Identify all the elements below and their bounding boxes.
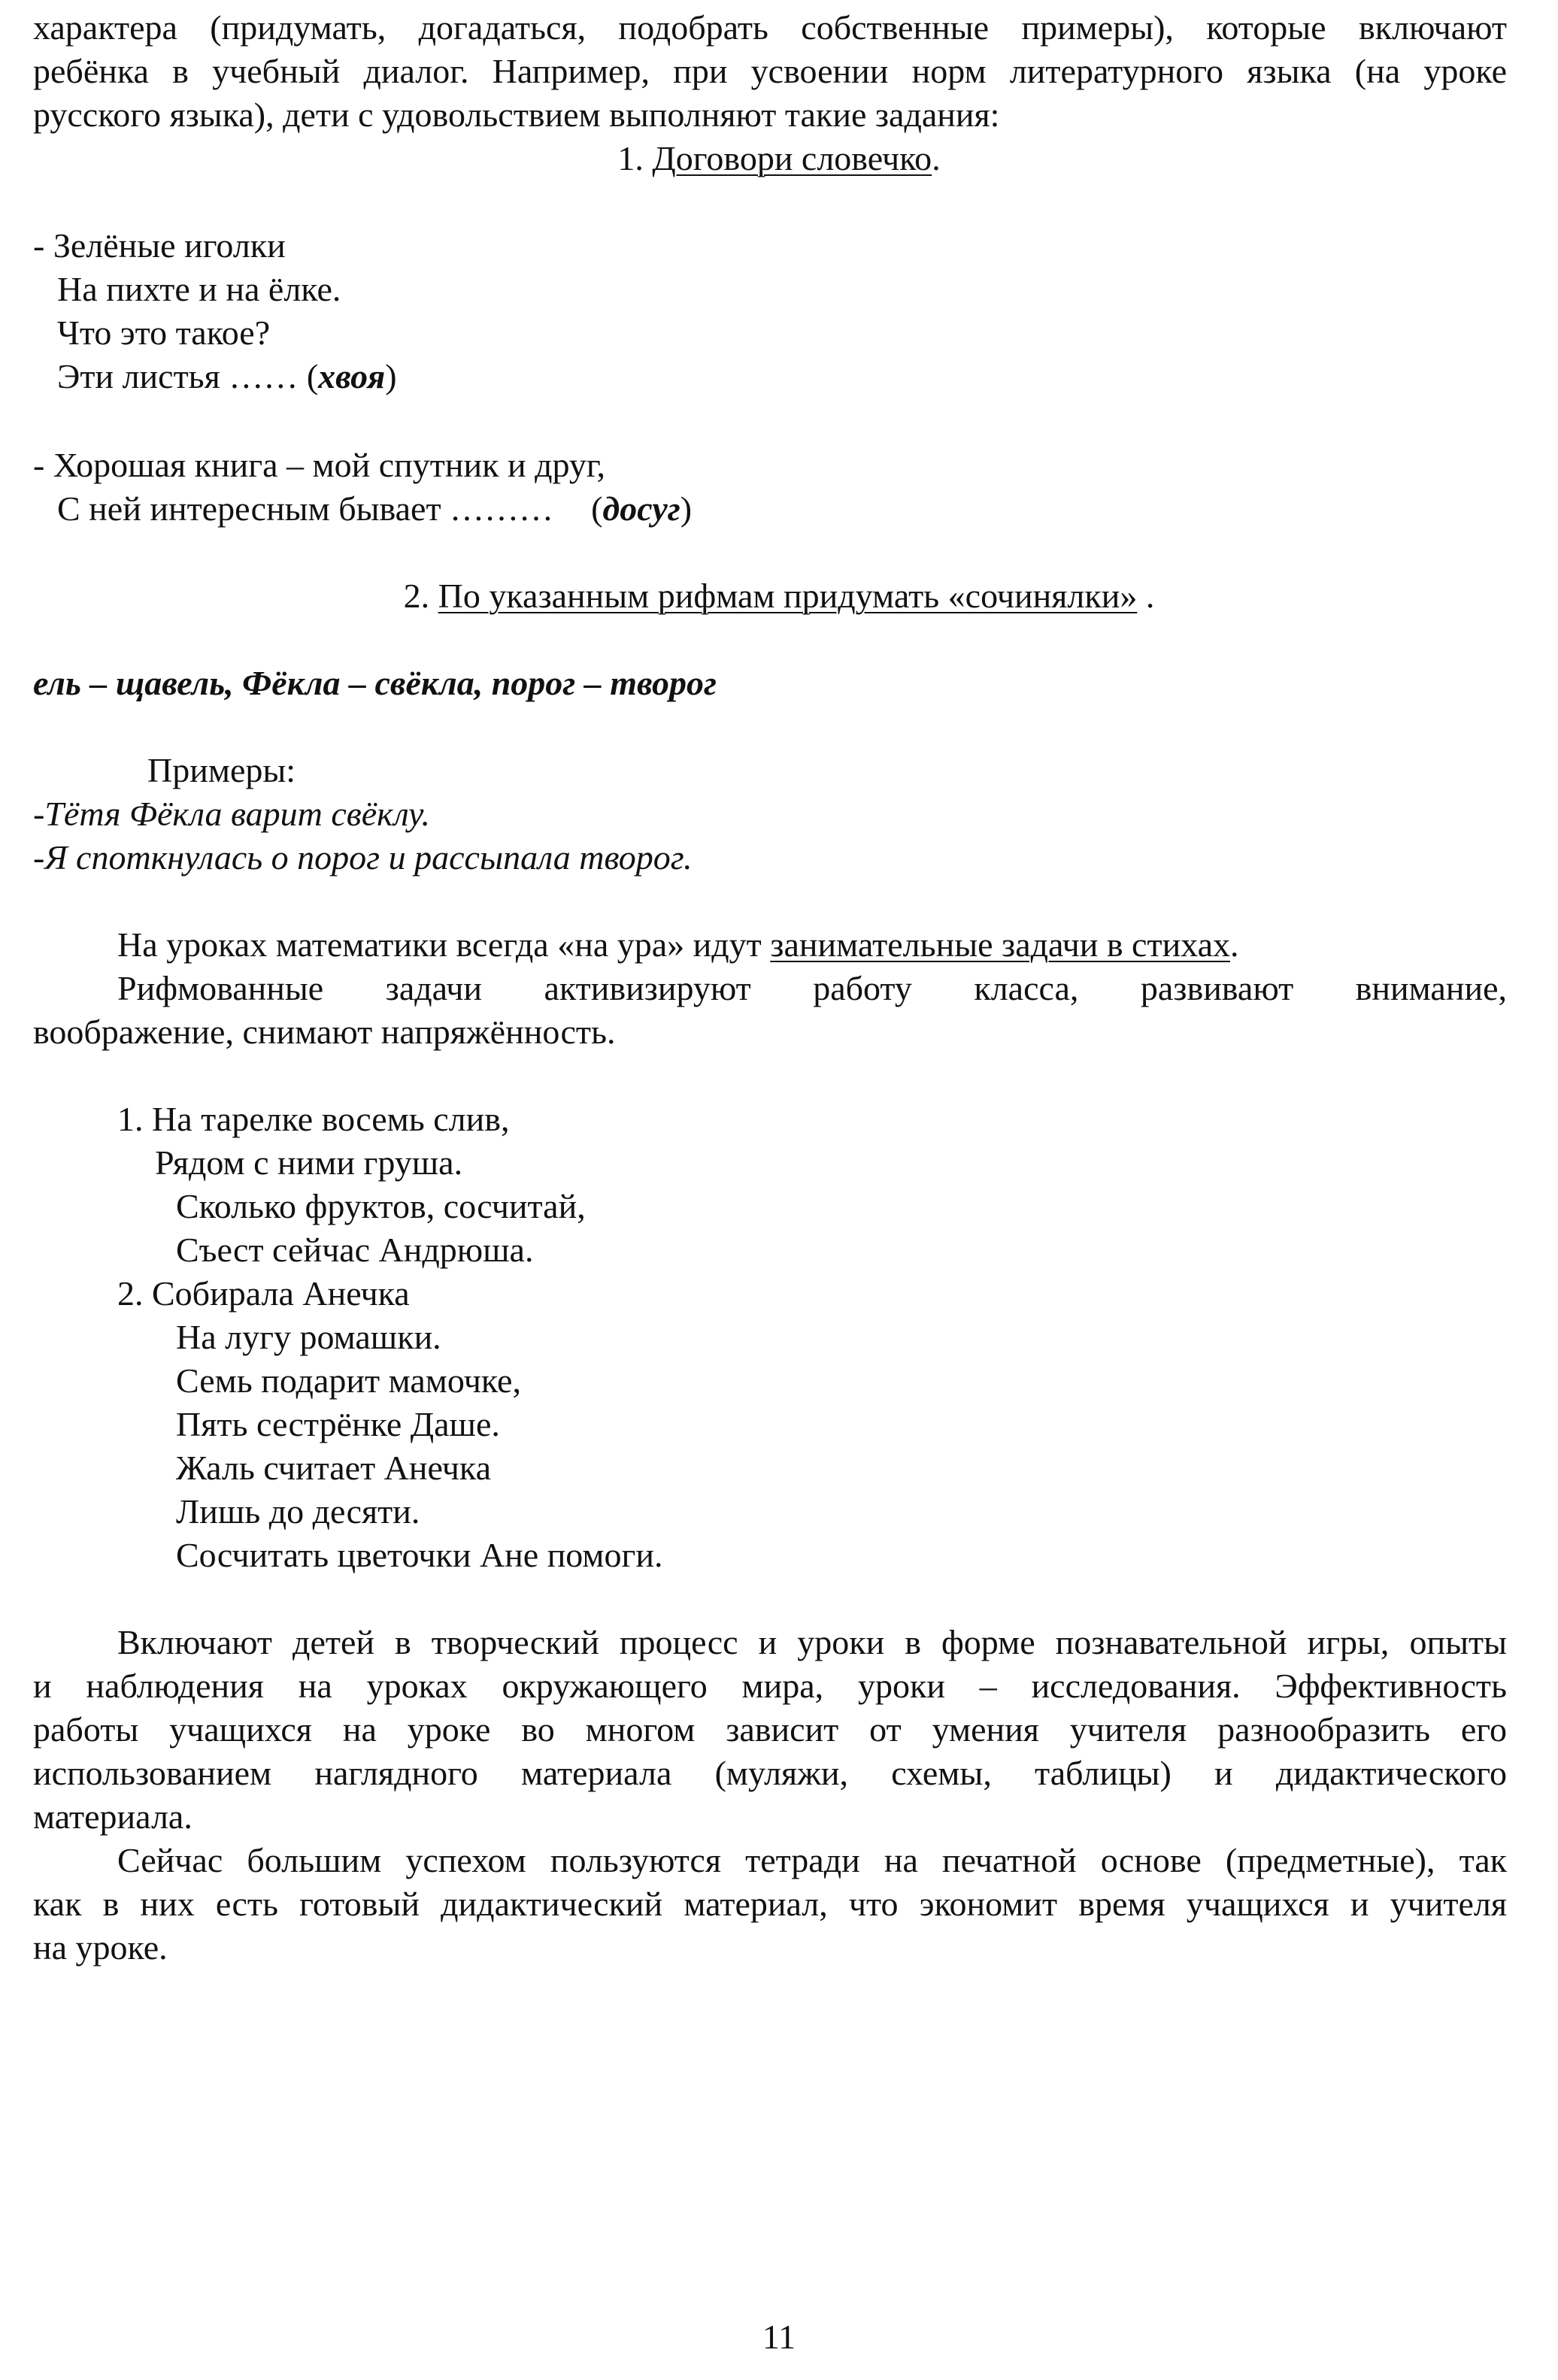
task2-number: 2.: [403, 577, 438, 615]
example-line: -Я споткнулась о порог и рассыпала творог.: [33, 838, 693, 877]
riddle2-text: С ней интересным бывает ………: [57, 489, 554, 528]
poem2-line: 2. Собирала Анечка: [117, 1274, 410, 1313]
closing-line: материала.: [33, 1797, 192, 1836]
example-line: -Тётя Фёкла варит свёклу.: [33, 795, 431, 833]
poem2-line: Жаль считает Анечка: [176, 1449, 491, 1487]
poem1-line: Рядом с ними груша.: [155, 1143, 463, 1182]
riddle1-text: Эти листья …… (: [57, 357, 319, 395]
closing-line: и наблюдения на уроках окружающего мира, уроки – исследования. Эффективность: [33, 1667, 1507, 1705]
riddle1-close: ): [385, 357, 397, 395]
poem2-line: Сосчитать цветочки Ане помоги.: [176, 1536, 663, 1574]
poem1-line: 1. На тарелке восемь слив,: [117, 1100, 510, 1138]
task2-heading: [0, 574, 1558, 618]
riddle1-line: [57, 355, 397, 398]
riddle1-line: Что это такое?: [57, 313, 271, 352]
task1-number: 1.: [617, 139, 653, 177]
riddle2-line: [57, 487, 692, 531]
riddle2-answer: досуг: [602, 489, 680, 528]
closing-line: Сейчас большим успехом пользуются тетради на печатной основе (предметные), так: [117, 1841, 1507, 1879]
poem2-line: Лишь до десяти.: [176, 1492, 420, 1531]
poem1-line: Съест сейчас Андрюша.: [176, 1231, 534, 1269]
riddle1-line: На пихте и на ёлке.: [57, 270, 341, 308]
math-text: На уроках математики всегда «на ура» идут: [117, 925, 771, 964]
riddle1-answer: хвоя: [318, 357, 386, 395]
riddle2-open: (: [591, 489, 603, 528]
closing-line: Включают детей в творческий процесс и уроки в форме познавательной игры, опыты: [117, 1623, 1507, 1661]
rhyme-pairs: ель – щавель, Фёкла – свёкла, порог – творог: [33, 664, 717, 702]
intro-line: характера (придумать, догадаться, подобрать собственные примеры), которые включают: [33, 8, 1507, 47]
poem2-line: Семь подарит мамочке,: [176, 1361, 521, 1400]
closing-line: использованием наглядного материала (муляжи, схемы, таблицы) и дидактического: [33, 1754, 1507, 1792]
riddle1-line: - Зелёные иголки: [33, 226, 286, 265]
math-end: .: [1230, 925, 1239, 964]
riddle2-close: ): [680, 489, 693, 528]
task2-title: По указанным рифмам придумать «сочинялки»: [438, 577, 1138, 615]
examples-label: Примеры:: [147, 751, 296, 789]
closing-line: на уроке.: [33, 1928, 168, 1967]
closing-line: как в них есть готовый дидактический материал, что экономит время учащихся и учителя: [33, 1885, 1507, 1923]
riddle2-line: - Хорошая книга – мой спутник и друг,: [33, 446, 606, 484]
closing-line: работы учащихся на уроке во многом зависит от умения учителя разнообразить его: [33, 1710, 1507, 1749]
math-underlined: занимательные задачи в стихах: [770, 925, 1231, 964]
poem2-line: На лугу ромашки.: [176, 1318, 441, 1356]
task2-end: .: [1137, 577, 1155, 615]
poem1-line: Сколько фруктов, сосчитай,: [176, 1187, 586, 1225]
task1-heading: [0, 137, 1558, 180]
poem2-line: Пять сестрёнке Даше.: [176, 1405, 500, 1443]
intro-line: ребёнка в учебный диалог. Например, при усвоении норм литературного языка (на уроке: [33, 52, 1507, 90]
page-number: 11: [762, 2318, 796, 2356]
math-paragraph-line: воображение, снимают напряжённость.: [33, 1013, 616, 1051]
intro-line: русского языка), дети с удовольствием выполняют такие задания:: [33, 95, 1000, 134]
task1-end: .: [932, 139, 941, 177]
task1-title: Договори словечко: [652, 139, 932, 177]
math-paragraph: [117, 923, 1239, 967]
math-paragraph-line: Рифмованные задачи активизируют работу класса, развивают внимание,: [117, 969, 1507, 1007]
